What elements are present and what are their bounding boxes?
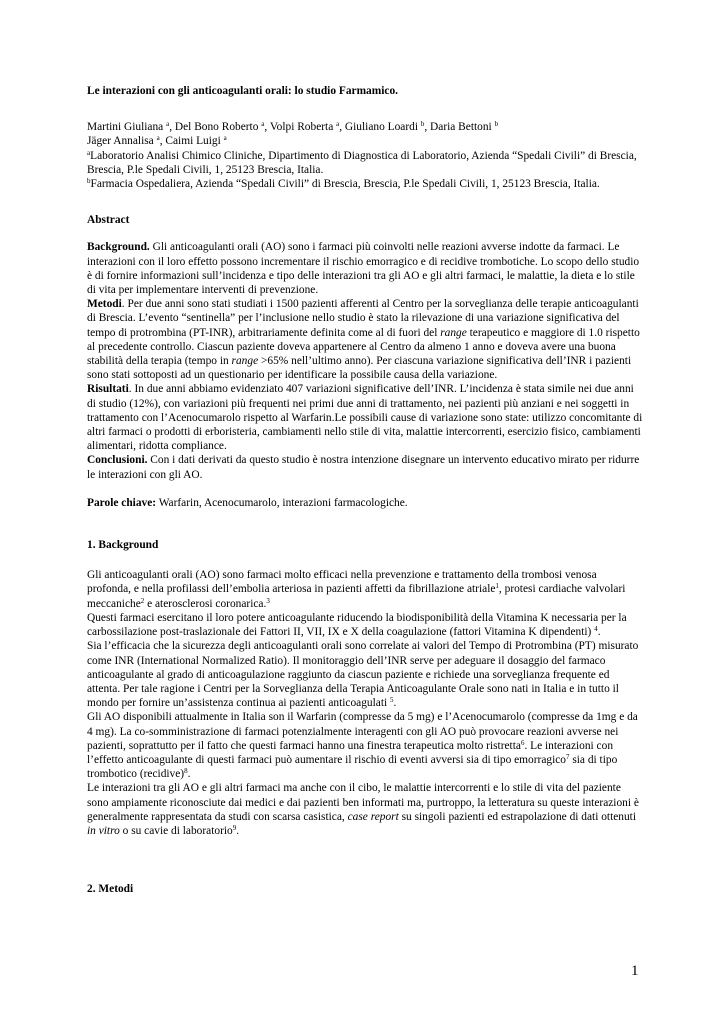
keywords: Parole chiave: Warfarin, Acenocumarolo, interazioni farmacologiche. <box>87 496 408 509</box>
abstract-body <box>87 240 643 481</box>
page-number: 1 <box>631 963 639 979</box>
paper-title: Le interazioni con gli anticoagulanti orali: lo studio Farmamico. <box>87 85 399 97</box>
paragraph: Gli anticoagulanti orali (AO) sono farmaci molto efficaci nella prevenzione e trattamento della trombosi venosa profonda, e nella profilassi dell’embolia arteriosa in pazienti affetti da fibrillazione atriale$^1$, protesi cardiache valvolari meccaniche$^2$ e aterosclerosi coronarica.$^3$ <box>87 569 626 610</box>
section-2-heading: 2. Metodi <box>87 883 134 896</box>
paragraph: Sia l’efficacia che la sicurezza degli anticoagulanti orali sono correlate ai valori del Tempo di Protrombina (PT) misurato come INR (International Normalized Ratio). Il monitoraggio dell’INR serve per adeguare il dosaggio del farmaco anticoagulante al grado di anticoagulazione raggiunto da ciascun paziente e richiede una sorveglianza frequente ed attenta. Per tale ragione i Centri per la Sorveglianza della Terapia Anticoagulante Orale sono nati in Italia e in tutto il mondo per fornire un’assistenza continua ai pazienti anticoagulati $^5$. <box>87 640 639 710</box>
paragraph: Gli AO disponibili attualmente in Italia son il Warfarin (compresse da 5 mg) e l’Acenocumarolo (compresse da 1mg e da 4 mg). La co-somministrazione di farmaci potenzialmente interagenti con gli AO può provocare reazioni avverse nei pazienti, soprattutto per il fatto che questi farmaci hanno una finestra terapeutica molto ristretta$^6$. Le interazioni con l’effetto anticoagulante di questi farmaci può aumentare il rischio di eventi avversi sia di tipo emorragico$^7$ sia di tipo trombotico (recidive)$^8$. <box>87 711 638 781</box>
abstract-heading: Abstract <box>87 214 130 227</box>
affiliation-a: $^a$Laboratorio Analisi Chimico Cliniche, Dipartimento di Diagnostica di Laboratorio, Azienda “Spedali Civili” di Brescia, Brescia, P.le Spedali Civili, 1, 25123 Brescia, Italia. <box>87 148 637 176</box>
abstract-background: Background. Gli anticoagulanti orali (AO) sono i farmaci più coinvolti nelle reazioni avverse indotte da farmaci. Le interazioni con il loro effetto possono incrementare il rischio emorragico e di recidive trombotiche. Lo scopo dello studio è di fornire informazioni sull’incidenza e tipo delle interazioni tra gli AO e gli altri farmaci, le malattie, la dieta e lo stile di vita per implementare interventi di prevenzione. <box>87 241 640 297</box>
paragraph: Le interazioni tra gli AO e gli altri farmaci ma anche con il cibo, le malattie intercorrenti e lo stile di vita del paziente sono ampiamente riconosciute dai medici e dai pazienti ben informati ma, purtroppo, la letteratura su queste interazioni è generalmente rappresentata da studi con scarsa casistica, case report su singoli pazienti ed estrapolazione di dati ottenuti in vitro o su cavie di laboratorio$^9$. <box>87 782 639 837</box>
affiliation-b: $^b$Farmacia Ospedaliera, Azienda “Spedali Civili” di Brescia, Brescia, P.le Spedali Civili, 1, 25123 Brescia, Italia. <box>87 177 600 191</box>
author-line-1: Martini Giuliana $^a$, Del Bono Roberto $^a$, Volpi Roberta $^a$, Giuliano Loardi $^b$, Daria Bettoni $^b$ <box>87 120 499 134</box>
author-block <box>87 120 643 191</box>
document-page <box>87 84 643 896</box>
abstract-conclusioni: Conclusioni. Con i dati derivati da questo studio è nostra intenzione disegnare un intervento educativo mirato per ridurre le interazioni con gli AO. <box>87 454 640 481</box>
paragraph: Questi farmaci esercitano il loro potere anticoagulante riducendo la biodisponibilità della Vitamina K necessaria per la carbossilazione post-traslazionale dei Fattori II, VII, IX e X della coagulazione (fattori Vitamina K dipendenti) $^4$. <box>87 611 627 639</box>
section-1-heading: 1. Background <box>87 539 159 552</box>
section-1-body <box>87 568 643 838</box>
abstract-risultati: Risultati. In due anni abbiamo evidenziato 407 variazioni significative dell’INR. L’incidenza è stata simile nei due anni di studio (12%), con variazioni più frequenti nei primi due anni di trattamento, nei pazienti più anziani e nei soggetti in trattamento con l’Acenocumarolo rispetto al Warfarin.Le possibili cause di variazione sono state: utilizzo concomitante di altri farmaci o prodotti di erboristeria, cambiamenti nello stile di vita, malattie intercorrenti, esercizio fisico, cambiamenti alimentari, ridotta compliance. <box>87 383 643 453</box>
author-line-2: Jäger Annalisa $^a$, Caimi Luigi $^a$ <box>87 134 227 148</box>
abstract-metodi: Metodi. Per due anni sono stati studiati i 1500 pazienti afferenti al Centro per la sorveglianza delle terapie anticoagulanti di Brescia. L’evento “sentinella” per l’inclusione nello studio è stato la rilevazione di una variazione significativa del tempo di protrombina (PT-INR), arbitrariamente definita come al di fuori del range terapeutico e maggiore di 1.0 rispetto al precedente controllo. Ciascun paziente doveva appartenere al Centro da almeno 1 anno e doveva avere una buona stabilità della terapia (tempo in range >65% nell’ultimo anno). Per ciascuna variazione significativa dell’INR i pazienti sono stati sottoposti ad un questionario per identificare la possibile causa della variazione. <box>87 298 640 382</box>
